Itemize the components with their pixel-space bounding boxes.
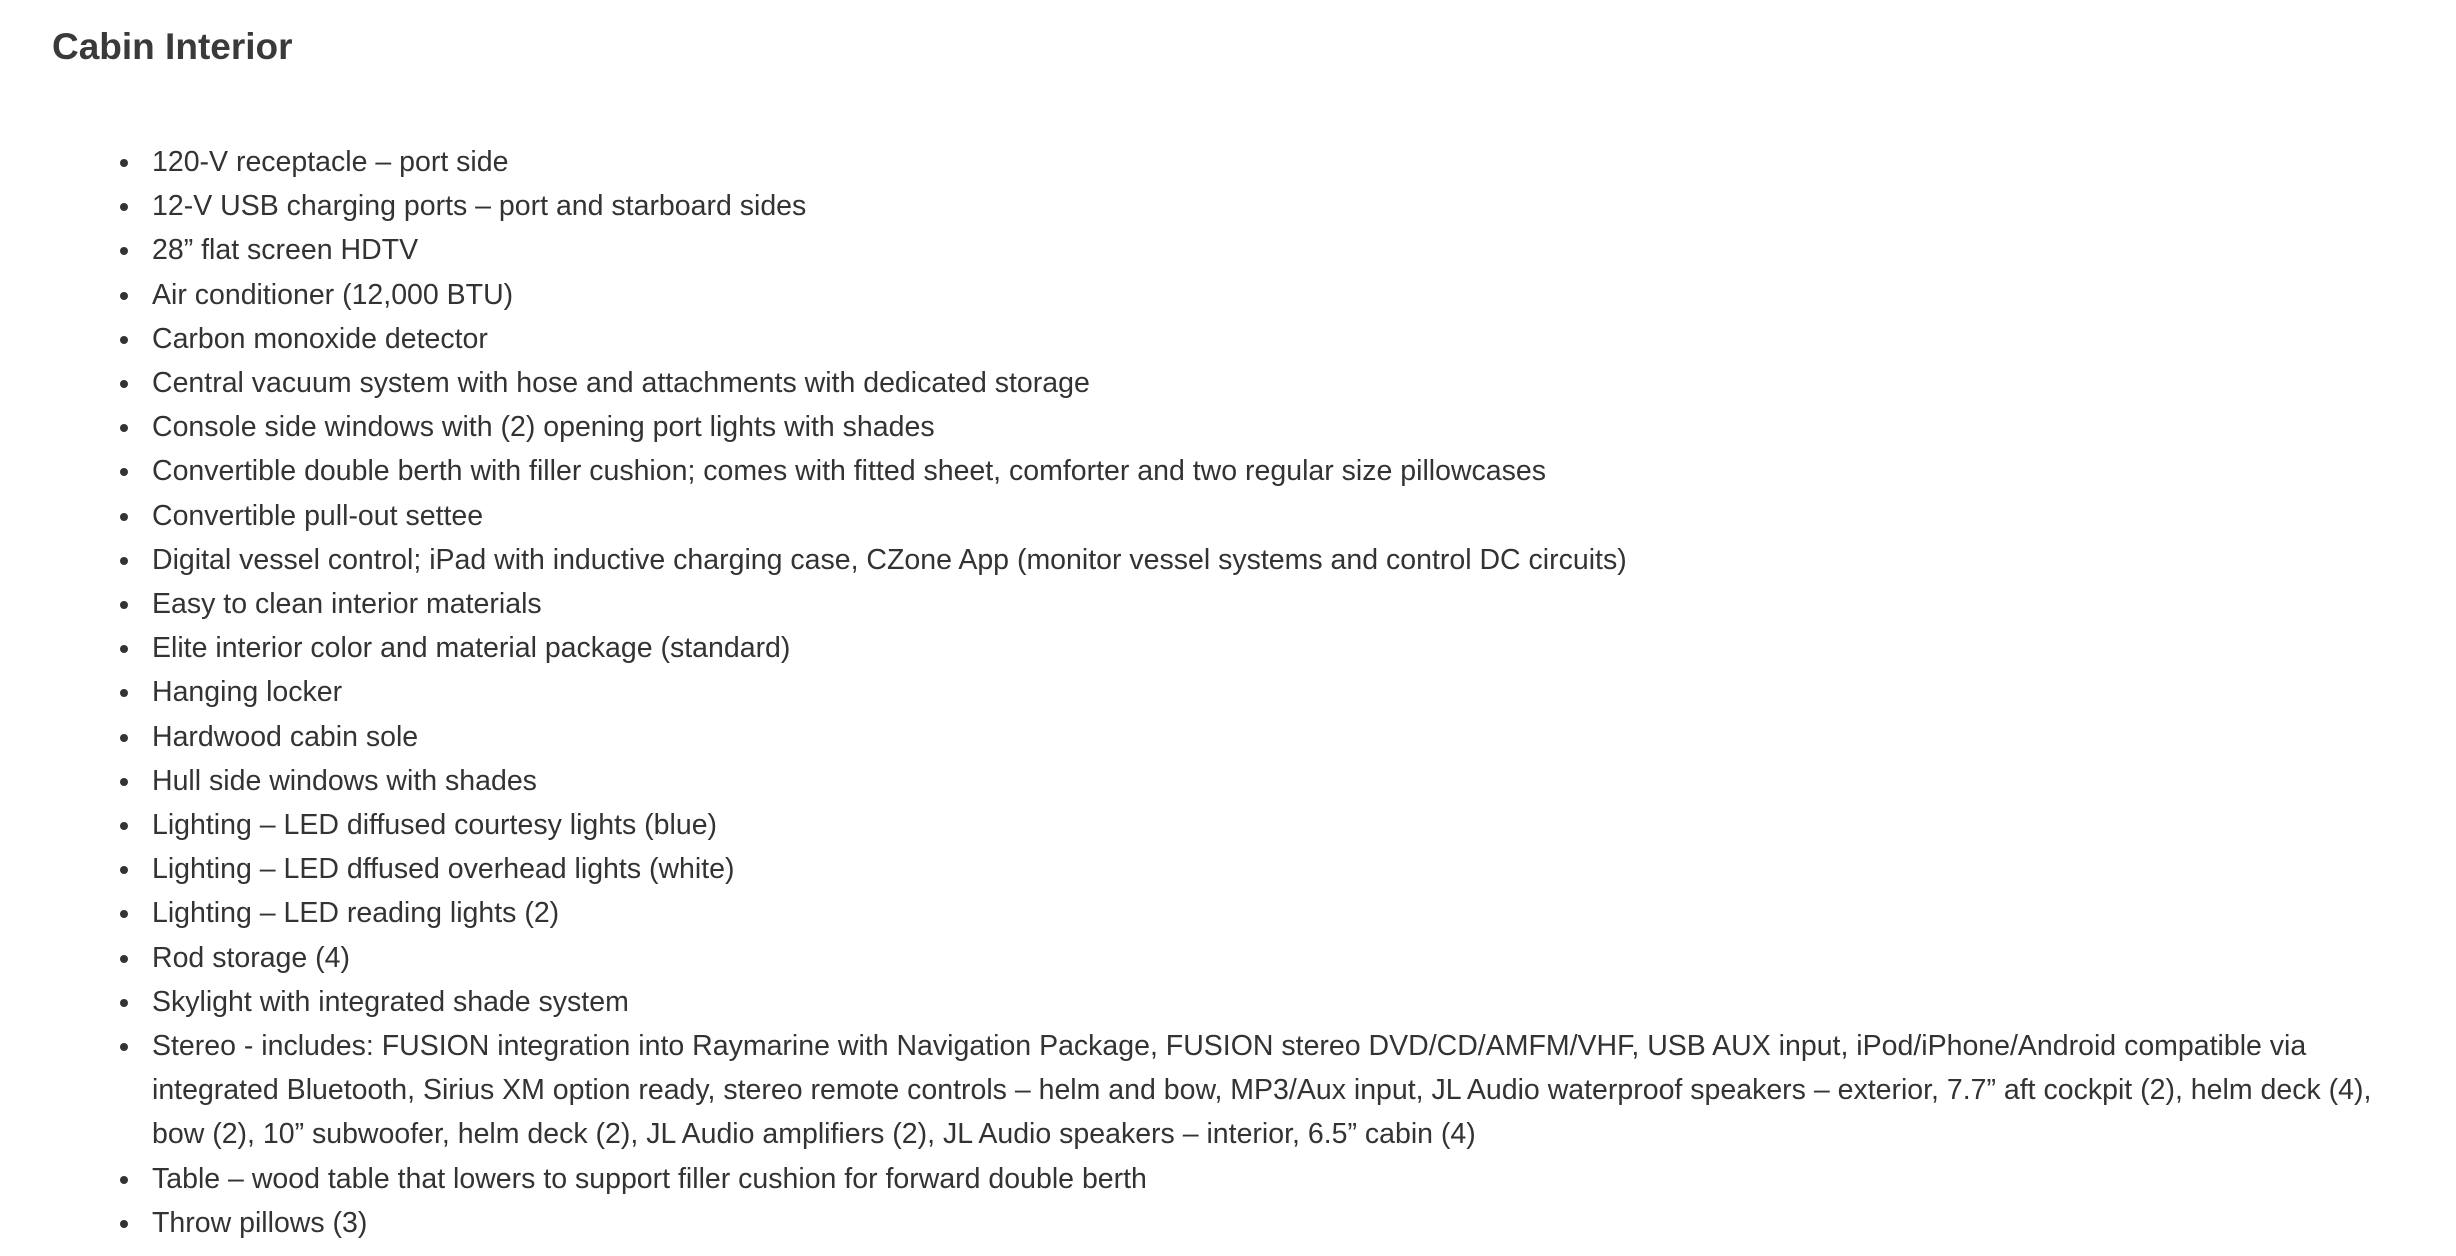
feature-item-skylight: Skylight with integrated shade system <box>152 980 2422 1024</box>
feature-item-usb-charging-ports: 12-V USB charging ports – port and starboard sides <box>152 184 2422 228</box>
feature-item-table: Table – wood table that lowers to support filler cushion for forward double berth <box>152 1157 2422 1201</box>
feature-item-convertible-double-berth: Convertible double berth with filler cushion; comes with fitted sheet, comforter and two regular size pillowcases <box>152 449 2422 493</box>
feature-item-rod-storage: Rod storage (4) <box>152 936 2422 980</box>
feature-item-courtesy-lights: Lighting – LED diffused courtesy lights (blue) <box>152 803 2422 847</box>
feature-item-throw-pillows: Throw pillows (3) <box>152 1201 2422 1245</box>
feature-item-elite-interior-package: Elite interior color and material package (standard) <box>152 626 2422 670</box>
feature-item-stereo: Stereo - includes: FUSION integration into Raymarine with Navigation Package, FUSION stereo DVD/CD/AMFM/VHF, USB AUX input, iPod/iPhone/Android compatible via integrated Bluetooth, Sirius XM option ready, stereo remote controls – helm and bow, MP3/Aux input, JL Audio waterproof speakers – exterior, 7.7” aft cockpit (2), helm deck (4), bow (2), 10” subwoofer, helm deck (2), JL Audio amplifiers (2), JL Audio speakers – interior, 6.5” cabin (4) <box>152 1024 2422 1157</box>
feature-item-hanging-locker: Hanging locker <box>152 670 2422 714</box>
feature-item-overhead-lights: Lighting – LED dffused overhead lights (white) <box>152 847 2422 891</box>
feature-item-pull-out-settee: Convertible pull-out settee <box>152 494 2422 538</box>
feature-item-hardwood-cabin-sole: Hardwood cabin sole <box>152 715 2422 759</box>
feature-list <box>152 140 2422 1245</box>
feature-item-hull-side-windows: Hull side windows with shades <box>152 759 2422 803</box>
feature-item-console-side-windows: Console side windows with (2) opening port lights with shades <box>152 405 2422 449</box>
feature-item-air-conditioner: Air conditioner (12,000 BTU) <box>152 273 2422 317</box>
feature-item-flat-screen-hdtv: 28” flat screen HDTV <box>152 228 2422 272</box>
feature-item-digital-vessel-control: Digital vessel control; iPad with inductive charging case, CZone App (monitor vessel systems and control DC circuits) <box>152 538 2422 582</box>
feature-item-carbon-monoxide-detector: Carbon monoxide detector <box>152 317 2422 361</box>
feature-item-reading-lights: Lighting – LED reading lights (2) <box>152 891 2422 935</box>
feature-item-interior-materials: Easy to clean interior materials <box>152 582 2422 626</box>
feature-item-120v-receptacle: 120-V receptacle – port side <box>152 140 2422 184</box>
section-title: Cabin Interior <box>52 26 293 67</box>
feature-item-central-vacuum: Central vacuum system with hose and attachments with dedicated storage <box>152 361 2422 405</box>
